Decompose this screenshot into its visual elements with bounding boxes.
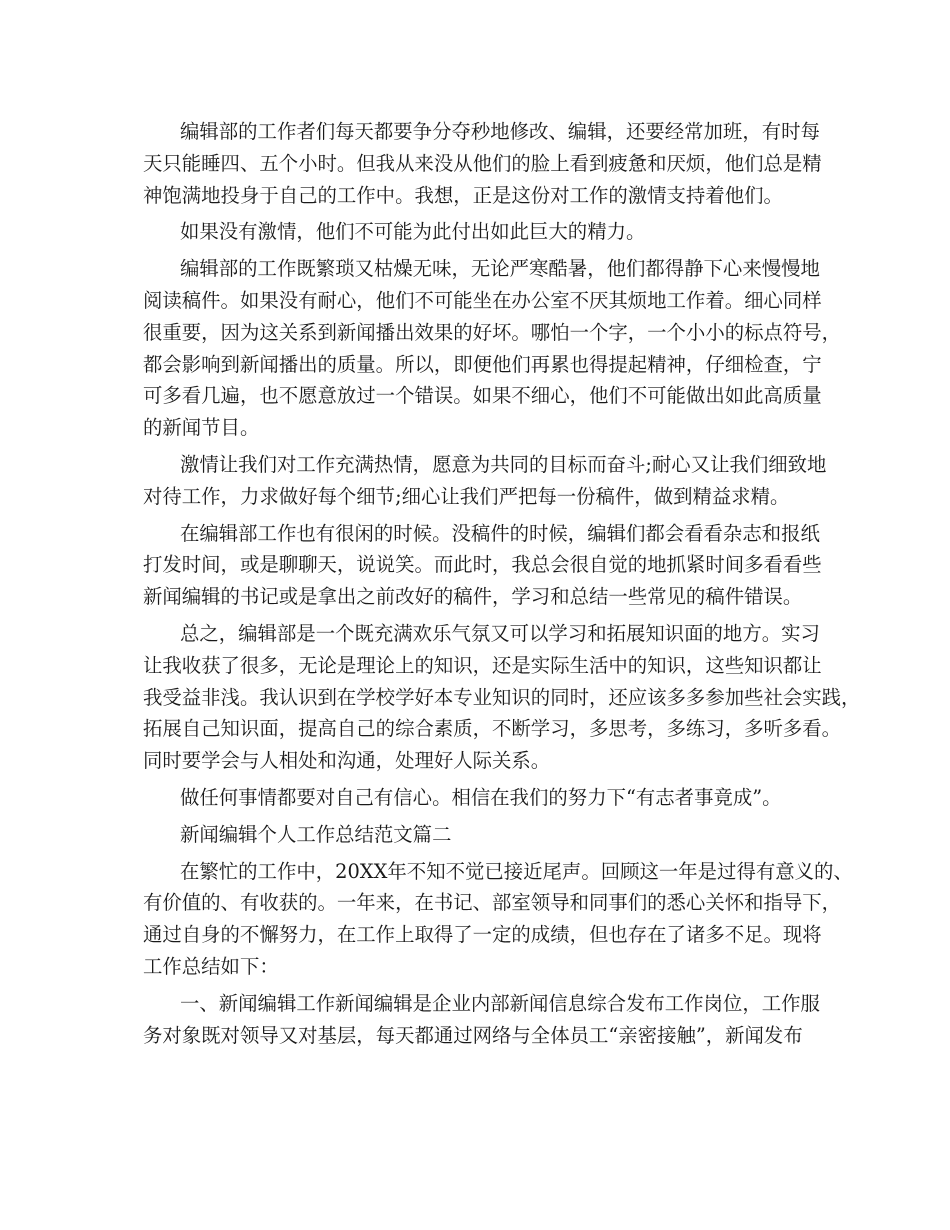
paragraph-line: 新闻编辑的书记或是拿出之前改好的稿件，学习和总结一些常见的稿件错误。 <box>143 585 803 609</box>
paragraph-line: 对待工作，力求做好每个细节;细心让我们严把每一份稿件，做到精益求精。 <box>143 484 790 508</box>
paragraph <box>143 988 820 1052</box>
paragraph-line: 编辑部的工作既繁琐又枯燥无味，无论严寒酷暑，他们都得静下心来慢慢地 <box>180 257 820 281</box>
paragraph-line: 通过自身的不懈努力，在工作上取得了一定的成绩，但也存在了诸多不足。现将 <box>143 923 822 947</box>
paragraph-line: 可多看几遍，也不愿意放过一个错误。如果不细心，他们不可能做出如此高质量 <box>143 384 822 408</box>
paragraph <box>143 819 808 851</box>
paragraph-line: 在繁忙的工作中，20XX年不知不觉已接近尾声。回顾这一年是过得有意义的、 <box>180 859 853 883</box>
paragraph <box>143 782 808 814</box>
paragraph-line: 打发时间，或是聊聊天，说说笑。而此时，我总会很自觉的地抓紧时间多看看些 <box>143 553 822 577</box>
paragraph-line: 神饱满地投身于自己的工作中。我想，正是这份对工作的激情支持着他们。 <box>143 183 783 207</box>
paragraph-line: 务对象既对领导又对基层，每天都通过网络与全体员工“亲密接触”，新闻发布 <box>143 1023 803 1047</box>
paragraph-line: 很重要，因为这关系到新闻播出效果的好坏。哪怕一个字，一个小小的标点符号， <box>143 320 842 344</box>
paragraph-line: 如果没有激情，他们不可能为此付出如此巨大的精力。 <box>180 220 646 244</box>
paragraph <box>143 518 822 613</box>
paragraph-line: 都会影响到新闻播出的质量。所以，即便他们再累也得提起精神，仔细检查，宁 <box>143 352 822 376</box>
paragraph <box>143 856 853 983</box>
paragraph-line: 一、新闻编辑工作新闻编辑是企业内部新闻信息综合发布工作岗位，工作服 <box>180 991 820 1015</box>
paragraph <box>143 216 808 248</box>
paragraph <box>143 253 842 444</box>
paragraph-line: 的新闻节目。 <box>143 416 260 440</box>
paragraph-line: 拓展自己知识面，提高自己的综合素质，不断学习，多思考，多练习，多听多看。 <box>143 717 842 741</box>
paragraph-line: 新闻编辑个人工作总结范文篇二 <box>180 822 452 846</box>
paragraph-line: 做任何事情都要对自己有信心。相信在我们的努力下“有志者事竟成”。 <box>180 785 782 809</box>
paragraph-line: 我受益非浅。我认识到在学校学好本专业知识的同时，还应该多多参加些社会实践， <box>143 685 861 709</box>
paragraph-line: 激情让我们对工作充满热情，愿意为共同的目标而奋斗;耐心又让我们细致地 <box>180 452 827 476</box>
paragraph <box>143 116 822 211</box>
paragraph-line: 天只能睡四、五个小时。但我从来没从他们的脸上看到疲惫和厌烦，他们总是精 <box>143 151 822 175</box>
document-body <box>143 116 861 1051</box>
paragraph <box>143 618 861 777</box>
paragraph-line: 总之，编辑部是一个既充满欢乐气氛又可以学习和拓展知识面的地方。实习 <box>180 621 820 645</box>
paragraph-line: 在编辑部工作也有很闲的时候。没稿件的时候，编辑们都会看看杂志和报纸 <box>180 521 820 545</box>
paragraph-line: 编辑部的工作者们每天都要争分夺秒地修改、编辑，还要经常加班，有时每 <box>180 120 820 143</box>
paragraph-line: 让我收获了很多，无论是理论上的知识，还是实际生活中的知识，这些知识都让 <box>143 653 822 677</box>
paragraph <box>143 449 827 513</box>
paragraph-line: 有价值的、有收获的。一年来，在书记、部室领导和同事们的悉心关怀和指导下， <box>143 891 842 915</box>
paragraph-line: 阅读稿件。如果没有耐心，他们不可能坐在办公室不厌其烦地工作着。细心同样 <box>143 288 822 312</box>
paragraph-line: 工作总结如下： <box>143 954 279 978</box>
paragraph-line: 同时要学会与人相处和沟通，处理好人际关系。 <box>143 749 551 773</box>
